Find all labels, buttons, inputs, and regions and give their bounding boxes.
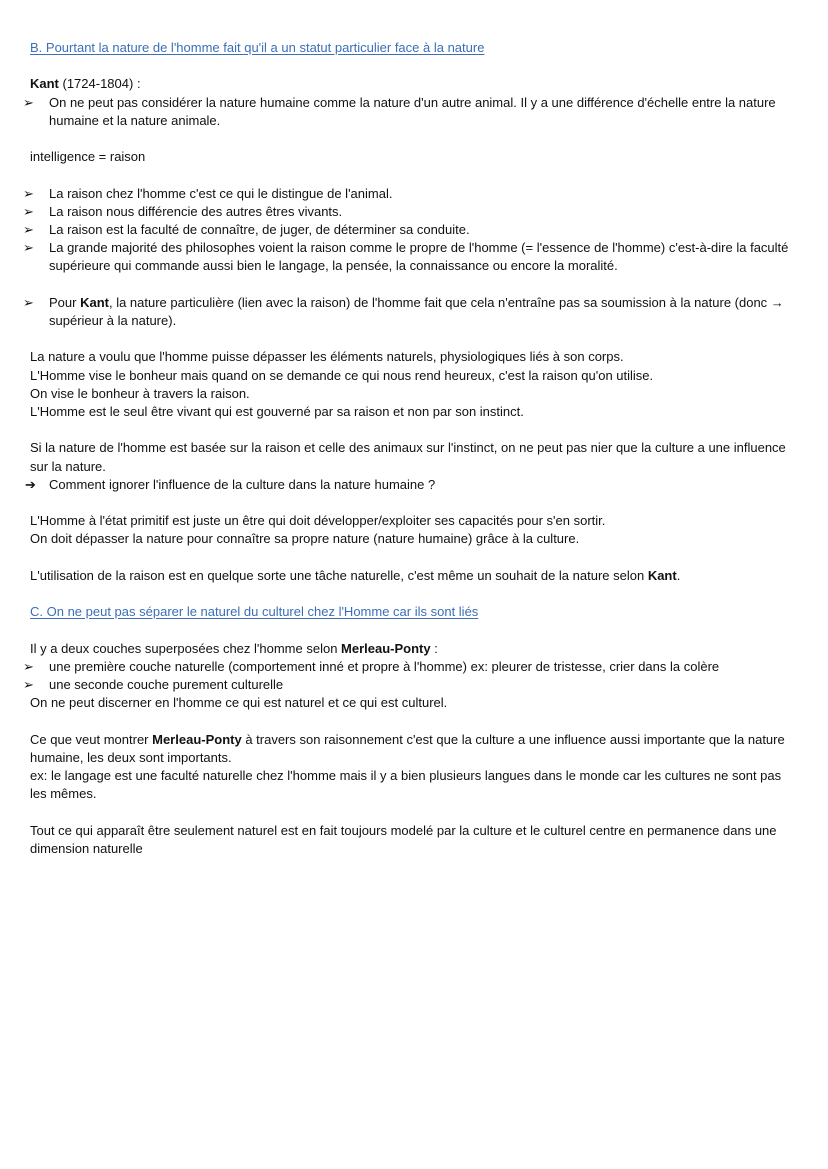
para3-line: L'Homme à l'état primitif est juste un être qui doit développer/exploiter ses capacités pour s'en sortir. xyxy=(30,513,606,529)
kant-bullet xyxy=(23,94,800,130)
couche-bullet xyxy=(23,658,800,676)
merleau-ponty-name: Merleau-Ponty xyxy=(341,640,431,656)
raison-bullet xyxy=(23,203,800,221)
merleau-ponty-paragraph xyxy=(30,731,800,767)
couches-intro-end: : xyxy=(430,640,438,656)
example-line: ex: le langage est une faculté naturelle chez l'homme mais il y a bien plusieurs langues dans le monde car les cultures ne sont pas les mêmes. xyxy=(30,767,782,802)
para1-line: On vise le bonheur à travers la raison. xyxy=(30,385,250,401)
para1-line: La nature a voulu que l'homme puisse dépasser les éléments naturels, physiologiques liés à son corps. xyxy=(30,349,624,365)
section-b-heading[interactable]: B. Pourtant la nature de l'homme fait qu'il a un statut particulier face à la nature xyxy=(30,40,485,55)
mp-prefix: Ce que veut montrer xyxy=(30,731,153,747)
raison-bullet-text: La raison est la faculté de connaître, de juger, de déterminer sa conduite. xyxy=(49,221,470,237)
arrowhead-bullet-icon: ➢ xyxy=(23,203,34,219)
section-c-heading[interactable]: C. On ne peut pas séparer le naturel du culturel chez l'Homme car ils sont liés xyxy=(30,604,479,620)
para4-end: . xyxy=(676,567,681,583)
kant-line xyxy=(30,75,800,93)
arrowhead-bullet-icon: ➢ xyxy=(23,676,34,692)
para1-line: L'Homme vise le bonheur mais quand on se demande ce qui nous rend heureux, c'est la raison qu'on utilise. xyxy=(30,367,654,383)
right-arrow-bullet-icon: ➔ xyxy=(25,476,36,492)
question-text: Comment ignorer l'influence de la culture dans la nature humaine ? xyxy=(49,476,436,492)
arrowhead-bullet-icon: ➢ xyxy=(23,294,34,310)
raison-bullet xyxy=(23,239,800,275)
kant-point-prefix: Pour xyxy=(49,294,81,310)
kant-point-text: , la nature particulière (lien avec la raison) de l'homme fait que cela n'entraîne pas sa soumission à la nature (donc → supérieur à la nature). xyxy=(49,294,784,328)
para4-text: L'utilisation de la raison est en quelque sorte une tâche naturelle, c'est même un souhait de la nature selon xyxy=(30,567,648,583)
kant-point-name: Kant xyxy=(80,294,109,310)
para1-line: L'Homme est le seul être vivant qui est gouverné par sa raison et non par son instinct. xyxy=(30,403,524,419)
mp-text: à travers son raisonnement c'est que la culture a une influence aussi importante que la nature humaine, les deux sont importants. xyxy=(30,731,785,765)
raison-bullet-text: La raison nous différencie des autres êtres vivants. xyxy=(49,203,343,219)
merleau-ponty-name: Merleau-Ponty xyxy=(152,731,242,747)
para4-name: Kant xyxy=(647,567,677,583)
document-body xyxy=(23,39,800,858)
raison-bullet-text: La grande majorité des philosophes voient la raison comme le propre de l'homme (= l'essence de l'homme) c'est-à-dire la faculté supérieure qui commande aussi bien le langage, la pensée, la connaissance ou encore la moralité. xyxy=(49,240,789,274)
couches-intro-text: Il y a deux couches superposées chez l'homme selon xyxy=(30,640,342,656)
para2: Si la nature de l'homme est basée sur la raison et celle des animaux sur l'instinct, on ne peut pas nier que la culture a une influence sur la nature. xyxy=(30,440,786,474)
kant-name: Kant xyxy=(30,76,59,92)
raison-bullet xyxy=(23,221,800,239)
arrowhead-bullet-icon: ➢ xyxy=(23,240,34,256)
kant-bullet-text: On ne peut pas considérer la nature humaine comme la nature d'un autre animal. Il y a une différence d'échelle entre la nature humaine et la nature animale. xyxy=(49,94,776,128)
couche-bullet-text: une seconde couche purement culturelle xyxy=(49,676,284,692)
para3-line: On doit dépasser la nature pour connaître sa propre nature (nature humaine) grâce à la culture. xyxy=(30,531,580,547)
discern-line: On ne peut discerner en l'homme ce qui est naturel et ce qui est culturel. xyxy=(30,695,448,711)
intelligence-line: intelligence = raison xyxy=(30,149,146,165)
kant-dates: (1724-1804) : xyxy=(58,76,141,92)
kant-point-bullet xyxy=(23,294,800,330)
para4 xyxy=(30,567,800,585)
raison-bullet xyxy=(23,185,800,203)
arrowhead-bullet-icon: ➢ xyxy=(23,221,34,237)
raison-bullet-text: La raison chez l'homme c'est ce qui le distingue de l'animal. xyxy=(49,185,393,201)
arrowhead-bullet-icon: ➢ xyxy=(23,185,34,201)
couche-bullet xyxy=(23,676,800,694)
question-bullet xyxy=(25,476,800,494)
arrowhead-bullet-icon: ➢ xyxy=(23,658,34,674)
couches-intro xyxy=(30,640,800,658)
couche-bullet-text: une première couche naturelle (comportement inné et propre à l'homme) ex: pleurer de tristesse, crier dans la colère xyxy=(49,658,720,674)
arrowhead-bullet-icon: ➢ xyxy=(23,94,34,110)
conclusion: Tout ce qui apparaît être seulement naturel est en fait toujours modelé par la culture et le culturel centre en permanence dans une dimension naturelle xyxy=(30,822,777,856)
